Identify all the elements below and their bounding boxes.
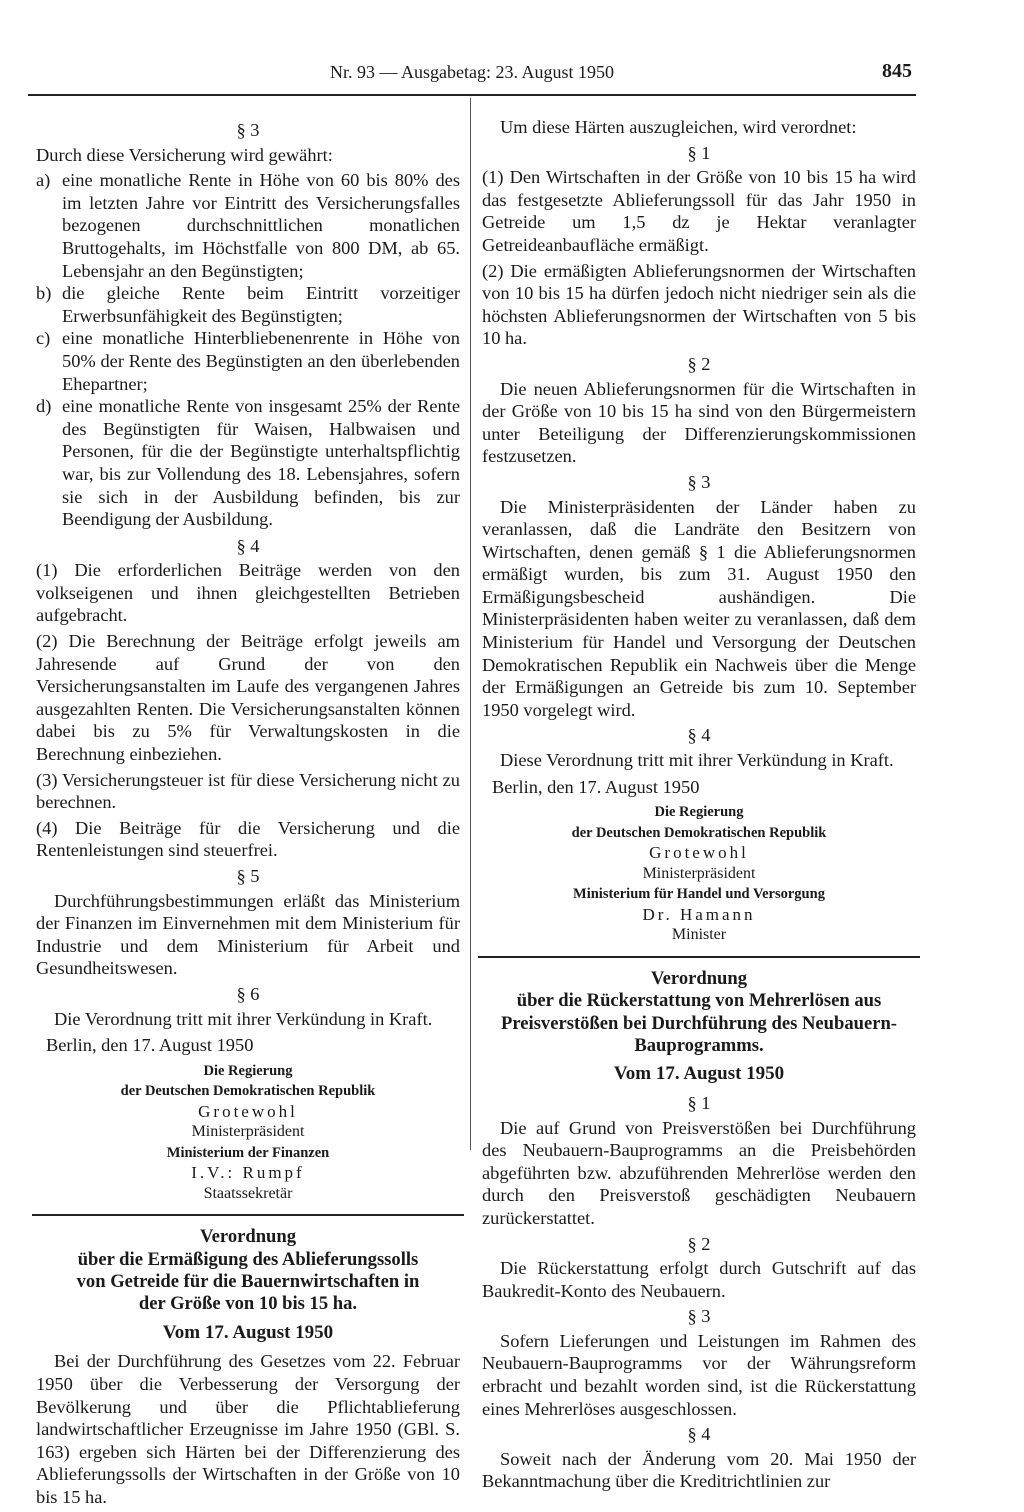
list-item: [36, 282, 460, 327]
page-number: 845: [882, 60, 912, 82]
paragraph: (3) Versicherungsteuer ist für diese Versicherung nicht zu berechnen.: [36, 769, 460, 813]
signatory-role: Ministerpräsident: [642, 864, 756, 882]
list-text: die gleiche Rente beim Eintritt vorzeitiger Erwerbsunfähigkeit des Begünstigten;: [62, 283, 460, 326]
list-text: eine monatliche Rente von insgesamt 25% der Rente des Begünstigten für Waisen, Halbwaisen und Personen, für die der Begünstigte unterhaltspflichtig war, bis zur Vollendung des 18. Lebensjahres, sofern sie sich in der Ausbildung befinden, bis zur Beendigung der Ausbildung.: [62, 396, 460, 530]
paragraph: (2) Die Berechnung der Beiträge erfolgt jeweils am Jahresende auf Grund der von den Versicherungsanstalten im Laufe des vergangenen Jahres ausgezahlten Renten. Die Versicherungsanstalten können dabei bis zu 5% für Verwaltungskosten in die Berechnung einbeziehen.: [36, 631, 460, 765]
title-line: Verordnung: [199, 1226, 297, 1248]
signatory-name: Grotewohl: [198, 1101, 298, 1121]
paragraph: (1) Die erforderlichen Beiträge werden von den volkseigenen und ihnen gleichgestellten Betrieben aufgebracht.: [36, 560, 460, 626]
signatory-role: Minister: [671, 926, 727, 944]
paragraph: (1) Den Wirtschaften in der Größe von 10 bis 15 ha wird das festgesetzte Ablieferungssoll für das Jahr 1950 in Getreide um 1,5 dz je Hektar veranlagter Getreideanbaufläche ermäßigt.: [482, 167, 916, 255]
section-heading: § 3: [236, 120, 260, 140]
signatory-name: Grotewohl: [649, 843, 749, 863]
paragraph: Die neuen Ablieferungsnormen für die Wirtschaften in der Größe von 10 bis 15 ha sind von den Bürgermeistern unter Beteiligung der Differenzierungskommissionen festzusetzen.: [482, 378, 916, 467]
section-heading: § 5: [236, 866, 260, 886]
paragraph: Soweit nach der Änderung vom 20. Mai 1950 der Bekanntmachung über die Kreditrichtlinien zur: [482, 1448, 916, 1492]
signatory-role: Ministerpräsident: [191, 1123, 305, 1141]
signatory-org: der Deutschen Demokratischen Republik: [571, 824, 827, 841]
title-line: Verordnung: [650, 967, 748, 989]
place-date: Berlin, den 17. August 1950: [46, 1035, 254, 1056]
paragraph: Um diese Härten auszugleichen, wird verordnet:: [500, 117, 857, 137]
signatory-org: Die Regierung: [654, 804, 744, 821]
title-line: Preisverstößen bei Durchführung des Neubauern-: [501, 1012, 897, 1034]
decree-title: [36, 1226, 460, 1316]
paragraph: Die Ministerpräsidenten der Länder haben zu veranlassen, daß die Landräte den Besitzern von Wirtschaften, denen gemäß § 1 die Ablieferungsnormen ermäßigt wurden, bis zum 31. August 1950 den Ermäßigungsbescheid aushändigen. Die Ministerpräsidenten haben weiter zu veranlassen, daß dem Ministerium für Handel und Versorgung der Deutschen Demokratischen Republik ein Nachweis über die Menge der Ermäßigungen an Getreide bis zum 10. September 1950 vorgelegt wird.: [482, 496, 916, 720]
issue-line: Nr. 93 — Ausgabetag: 23. August 1950: [330, 62, 614, 82]
section-heading: § 4: [687, 725, 711, 746]
section-heading: § 3: [687, 1306, 711, 1327]
decree-title: [482, 968, 916, 1058]
section-heading: § 1: [687, 1092, 711, 1113]
column-divider: [470, 98, 471, 1150]
signatory-name: Dr. Hamann: [642, 904, 756, 924]
decree-date: Vom 17. August 1950: [162, 1321, 334, 1343]
section-heading: § 4: [687, 1424, 711, 1445]
place-date: Berlin, den 17. August 1950: [492, 776, 700, 797]
benefit-list: [36, 169, 460, 531]
signatory-org: Die Regierung: [203, 1062, 293, 1079]
paragraph: Diese Verordnung tritt mit ihrer Verkündung in Kraft.: [500, 750, 894, 771]
signatory-role: Staatssekretär: [203, 1184, 293, 1202]
list-text: eine monatliche Rente in Höhe von 60 bis 80% des im letzten Jahre vor Eintritt des Versicherungsfalles bezogenen durchschnittlichen monatlichen Bruttogehalts, im Höchstfalle von 800 DM, ab 65. Lebensjahr an den Begünstigten;: [62, 170, 460, 281]
section-heading: § 3: [687, 471, 711, 492]
left-column: [36, 116, 460, 1512]
list-item: [36, 395, 460, 531]
list-label: d): [36, 396, 52, 417]
title-line: über die Rückerstattung von Mehrerlösen aus: [516, 990, 882, 1012]
list-text: eine monatliche Hinterbliebenenrente in Höhe von 50% der Rente des Begünstigten an den überlebenden Ehepartner;: [62, 328, 460, 394]
section-heading: § 4: [236, 535, 260, 556]
signature-block: [482, 802, 916, 946]
paragraph: (4) Die Beiträge für die Versicherung und die Rentenleistungen sind steuerfrei.: [36, 817, 460, 861]
section-heading: § 1: [687, 142, 711, 163]
section-rule: [478, 956, 920, 958]
signatory-org: Ministerium für Handel und Versorgung: [573, 886, 825, 903]
signatory-org: Ministerium der Finanzen: [166, 1144, 330, 1161]
title-line: über die Ermäßigung des Ablieferungssolls: [77, 1248, 419, 1270]
list-label: a): [36, 170, 51, 191]
section-heading: § 2: [687, 1233, 711, 1254]
paragraph: Durchführungsbestimmungen erläßt das Ministerium der Finanzen im Einvernehmen mit dem Ministerium für Industrie und dem Ministerium für Arbeit und Gesundheitswesen.: [36, 890, 460, 979]
title-line: von Getreide für die Bauernwirtschaften in: [76, 1271, 420, 1293]
right-column: [482, 116, 916, 1496]
paragraph: Die auf Grund von Preisverstößen bei Durchführung des Neubauern-Bauprogramms an die Preisbehörden abgeführten bzw. abzuführenden Mehrerlöse werden den durch den Preisverstoß geschädigten Neubauern zurückerstattet.: [482, 1117, 916, 1228]
paragraph: (2) Die ermäßigten Ablieferungsnormen der Wirtschaften von 10 bis 15 ha dürfen jedoch nicht niedriger sein als die höchsten Ablieferungsnormen der Wirtschaften von 5 bis 10 ha.: [482, 260, 916, 349]
paragraph: Bei der Durchführung des Gesetzes vom 22. Februar 1950 über die Verbesserung der Versorgung der Bevölkerung und über die Pflichtablieferung landwirtschaftlicher Erzeugnisse im Jahre 1950 (GBl. S. 163) ergeben sich Härten bei der Differenzierung des Ablieferungssolls der Wirtschaften in der Größe von 10 bis 15 ha.: [36, 1351, 460, 1508]
title-line: Bauprogramms.: [634, 1034, 764, 1056]
list-item: [36, 169, 460, 282]
section-heading: § 6: [236, 983, 260, 1004]
signatory-name: I.V.: Rumpf: [191, 1163, 305, 1183]
page-header: [28, 58, 916, 96]
paragraph: Die Verordnung tritt mit ihrer Verkündung in Kraft.: [54, 1008, 433, 1029]
decree-date: Vom 17. August 1950: [613, 1063, 785, 1085]
signatory-org: der Deutschen Demokratischen Republik: [120, 1083, 376, 1100]
list-label: c): [36, 328, 51, 349]
list-item: [36, 327, 460, 395]
signature-block: [36, 1061, 460, 1205]
list-label: b): [36, 283, 52, 304]
title-line: der Größe von 10 bis 15 ha.: [138, 1293, 358, 1315]
paragraph: Die Rückerstattung erfolgt durch Gutschrift auf das Baukredit-Konto des Neubauern.: [482, 1258, 916, 1301]
section-rule: [32, 1214, 464, 1216]
paragraph: Sofern Lieferungen und Leistungen im Rahmen des Neubauern-Bauprogramms vor der Währungsreform erbracht und bezahlt worden sind, ist die Rückerstattung eines Mehrerlöses ausgeschlossen.: [482, 1330, 916, 1419]
paragraph: Durch diese Versicherung wird gewährt:: [36, 144, 333, 165]
section-heading: § 2: [687, 353, 711, 374]
